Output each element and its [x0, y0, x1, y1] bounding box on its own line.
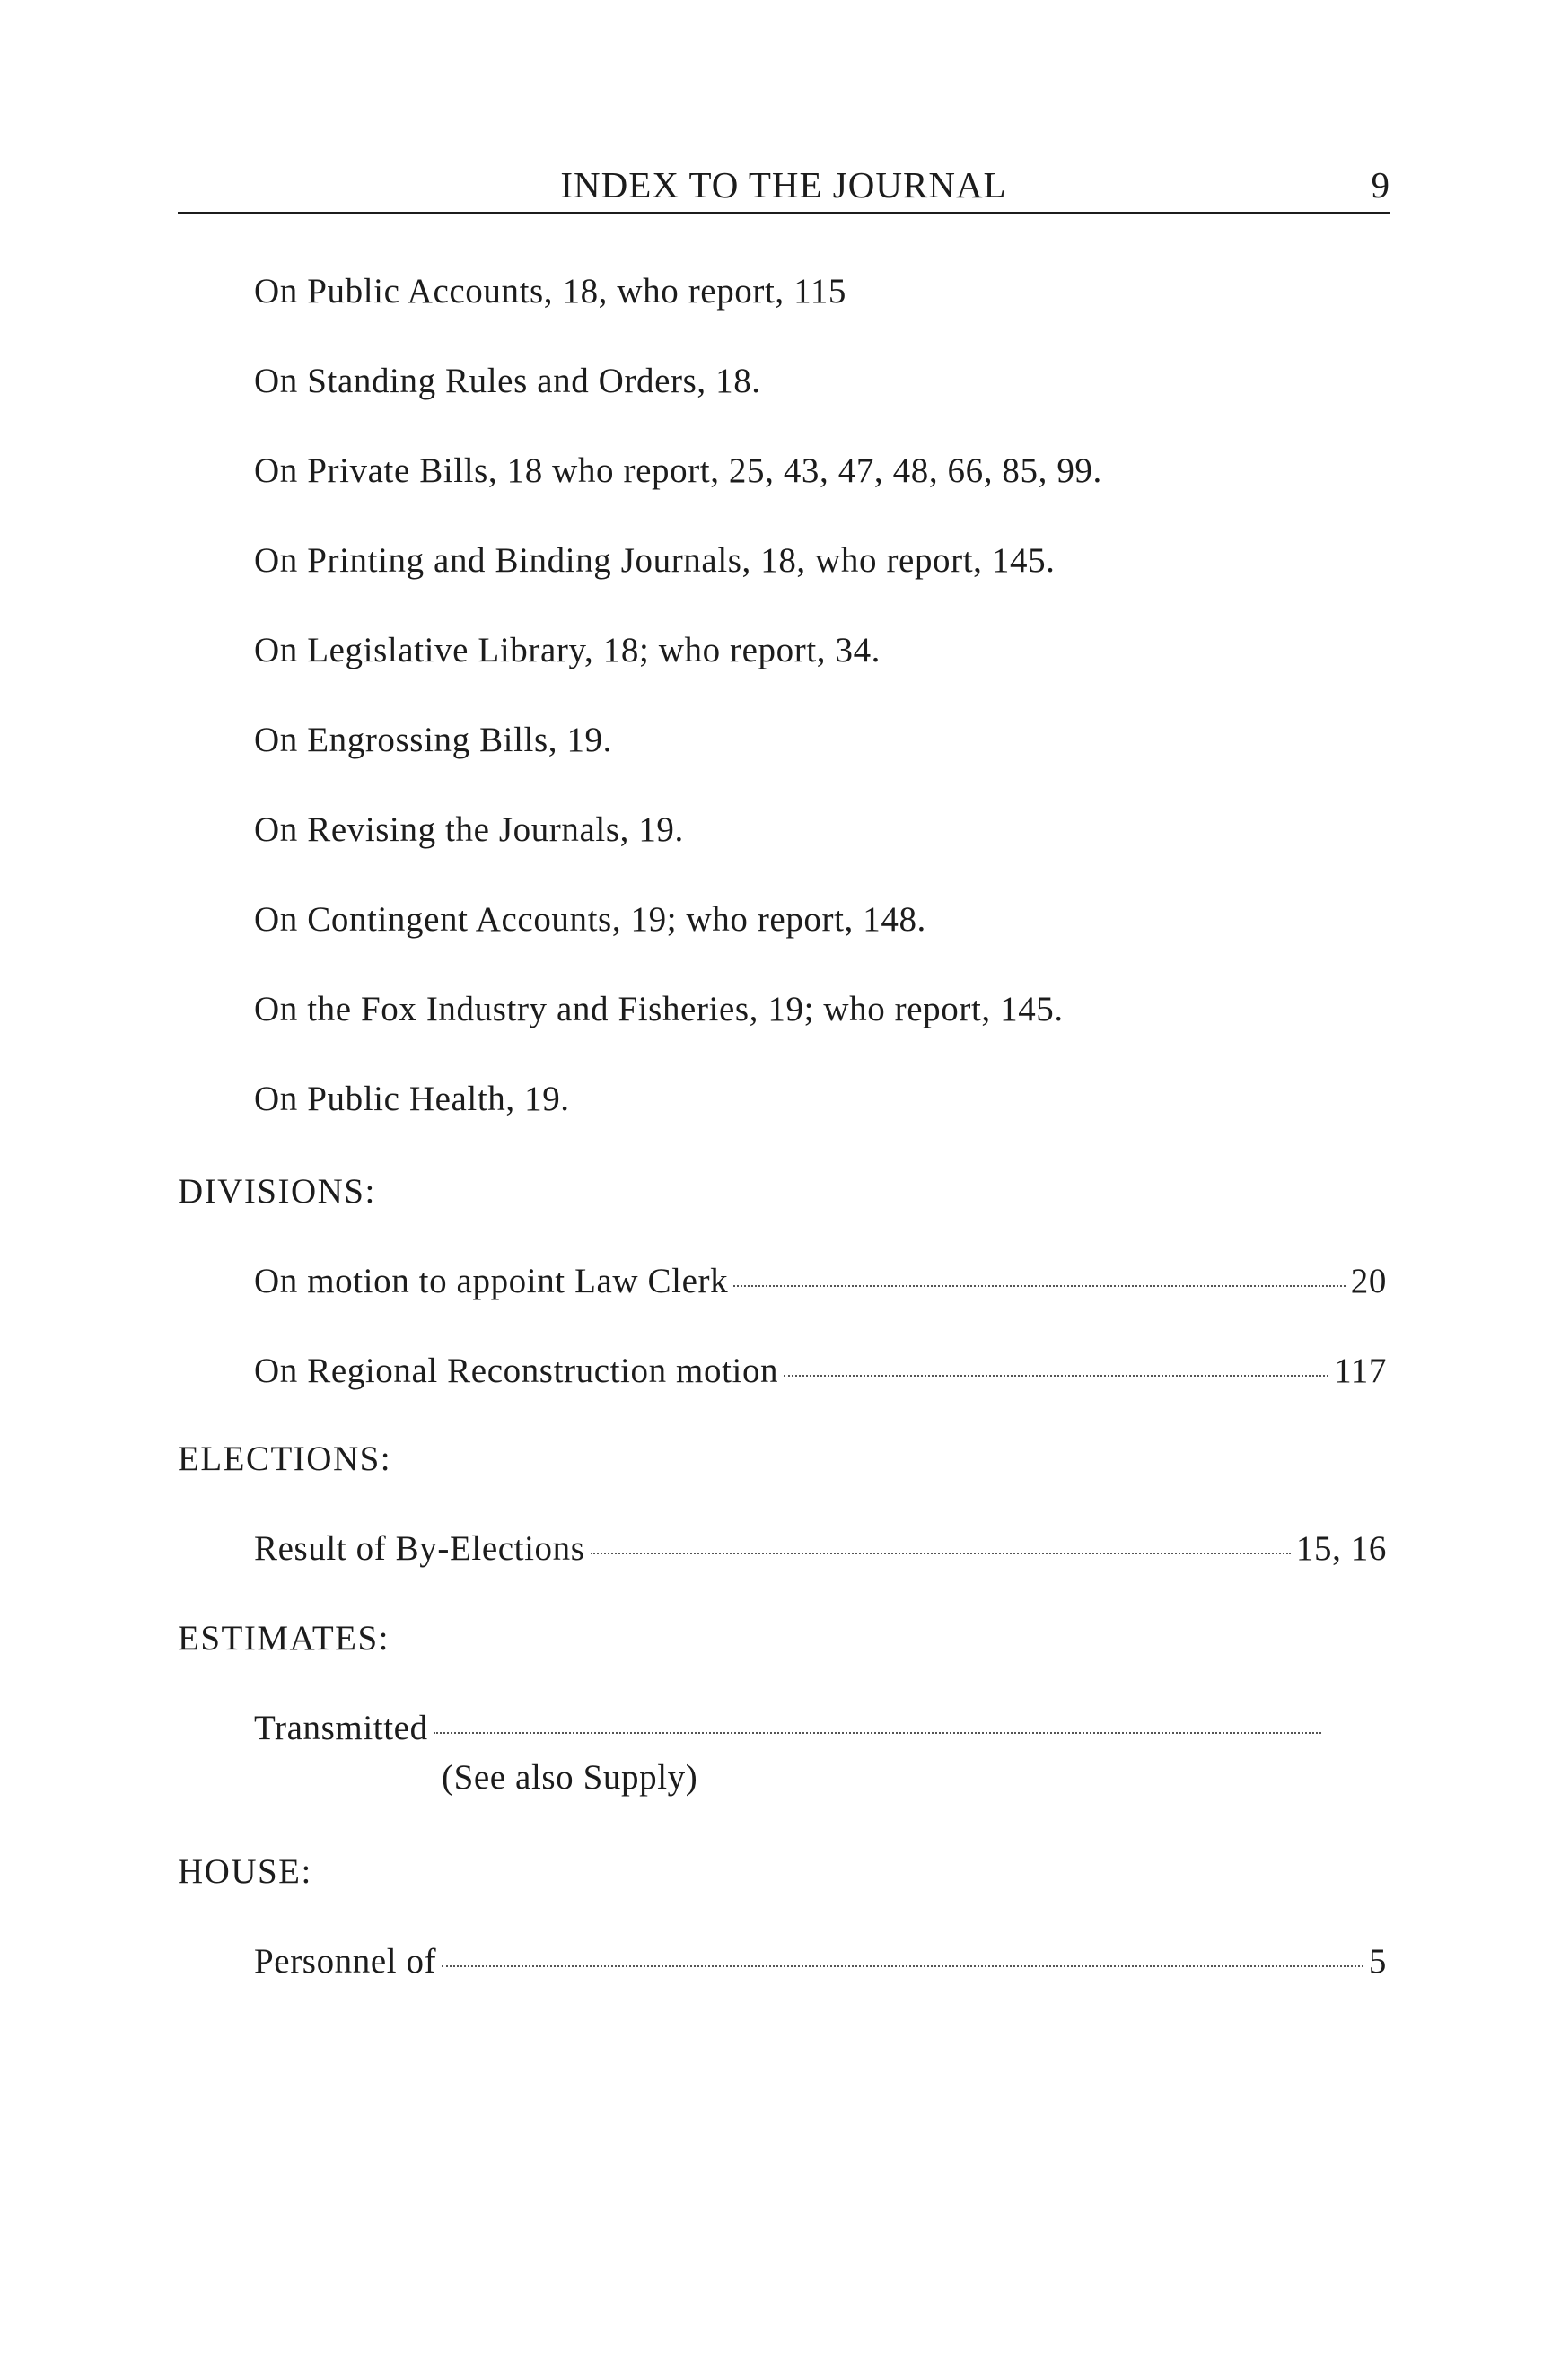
index-entry: On the Fox Industry and Fisheries, 19; who report, 145. — [254, 990, 1064, 1028]
index-entry: On Public Health, 19. — [254, 1080, 570, 1118]
leader-label: Personnel of — [254, 1942, 437, 1981]
page-number: 9 — [1371, 164, 1390, 206]
index-leader-row — [254, 1261, 1387, 1301]
page-reference: 20 — [1350, 1262, 1387, 1300]
index-leader-row — [254, 1528, 1387, 1569]
index-leader-row — [254, 1351, 1387, 1391]
section-heading-divisions: DIVISIONS: — [178, 1172, 376, 1211]
dot-leader — [733, 1285, 1346, 1287]
index-entry: On Private Bills, 18 who report, 25, 43, 47, 48, 66, 85, 99. — [254, 451, 1102, 490]
running-header — [178, 153, 1390, 206]
index-entry: On Standing Rules and Orders, 18. — [254, 362, 761, 400]
page-reference: 117 — [1334, 1352, 1387, 1390]
page-reference: 15, 16 — [1295, 1529, 1387, 1568]
leader-label: Result of By-Elections — [254, 1529, 585, 1568]
index-entry: On Engrossing Bills, 19. — [254, 721, 613, 759]
index-entry: On Public Accounts, 18, who report, 115 — [254, 272, 846, 311]
see-also-note: (See also Supply) — [442, 1758, 698, 1797]
section-heading-house: HOUSE: — [178, 1852, 312, 1891]
leader-label: On motion to appoint Law Clerk — [254, 1262, 729, 1300]
dot-leader — [442, 1965, 1363, 1967]
section-heading-elections: ELECTIONS: — [178, 1439, 392, 1478]
index-entry: On Printing and Binding Journals, 18, who report, 145. — [254, 541, 1056, 580]
index-entry: On Contingent Accounts, 19; who report, 148. — [254, 900, 926, 939]
leader-label: Transmitted — [254, 1709, 428, 1747]
index-entry: On Legislative Library, 18; who report, 34. — [254, 631, 881, 669]
dot-leader — [434, 1732, 1321, 1734]
page-reference: 5 — [1368, 1942, 1387, 1981]
section-heading-estimates: ESTIMATES: — [178, 1619, 390, 1658]
dot-leader — [591, 1553, 1291, 1554]
index-entry: On Revising the Journals, 19. — [254, 810, 684, 849]
index-leader-row — [254, 1941, 1387, 1982]
dot-leader — [784, 1375, 1328, 1377]
index-leader-row — [254, 1708, 1327, 1748]
running-title: INDEX TO THE JOURNAL — [560, 164, 1007, 206]
header-rule — [178, 212, 1390, 214]
leader-label: On Regional Reconstruction motion — [254, 1352, 779, 1390]
